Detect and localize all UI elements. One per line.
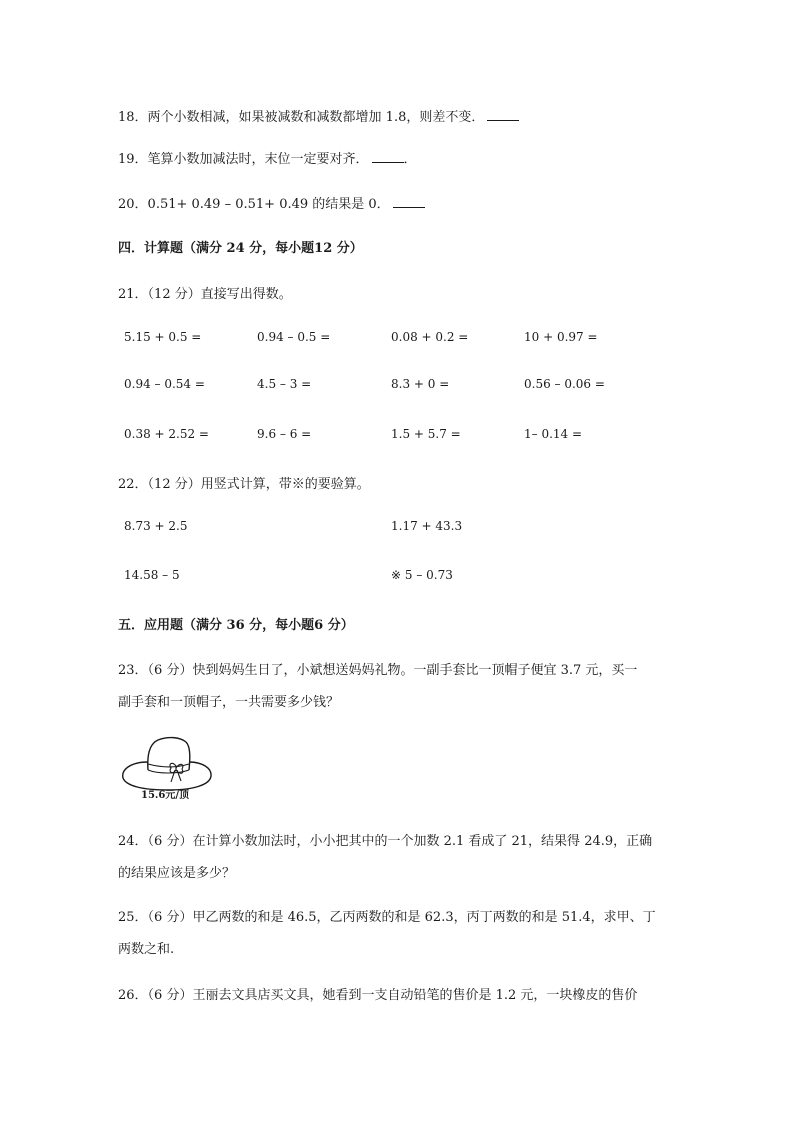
- calc-item: 4.5 – 3 =: [257, 377, 312, 391]
- answer-blank[interactable]: [393, 195, 425, 208]
- question-25-line1: 25．（6 分）甲乙两数的和是 46.5，乙丙两数的和是 62.3，丙丁两数的和是 51.4，求甲、丁: [118, 910, 656, 925]
- question-20: [118, 193, 425, 212]
- question-26-line1: 26．（6 分）王丽去文具店买文具，她看到一支自动铅笔的售价是 1.2 元，一块橡皮的售价: [118, 988, 638, 1003]
- question-22-text: 22．（12 分）用竖式计算，带※的要验算。: [118, 477, 370, 492]
- question-23-line1: 23．（6 分）快到妈妈生日了，小斌想送妈妈礼物。一副手套比一顶帽子便宜 3.7 元，买一: [118, 663, 638, 678]
- question-24-line1: 24．（6 分）在计算小数加法时，小小把其中的一个加数 2.1 看成了 21，结果得 24.9，正确: [118, 834, 653, 849]
- question-19-end: ．: [403, 152, 417, 167]
- calc-item: 0.56 – 0.06 =: [524, 377, 605, 391]
- vertical-calc-item: ※ 5 – 0.73: [391, 568, 453, 582]
- answer-blank[interactable]: [487, 108, 519, 121]
- calc-item: 0.08 + 0.2 =: [391, 330, 469, 344]
- question-23-line2: 副手套和一顶帽子，一共需要多少钱？: [118, 695, 340, 710]
- hat-price-label: 15.6元/顶: [141, 790, 190, 801]
- question-21-text: 21．（12 分）直接写出得数。: [118, 287, 292, 302]
- vertical-calc-item: 8.73 + 2.5: [124, 519, 188, 533]
- calc-item: 0.94 – 0.54 =: [124, 377, 205, 391]
- question-19: [118, 148, 417, 167]
- calc-item: 8.3 + 0 =: [391, 377, 450, 391]
- question-18-text: 18．两个小数相减，如果被减数和减数都增加 1.8，则差不变．: [118, 110, 485, 125]
- calc-item: 0.94 – 0.5 =: [257, 330, 331, 344]
- section-5-title: 五．应用题（满分 36 分，每小题6 分）: [118, 618, 354, 633]
- calc-item: 1.5 + 5.7 =: [391, 427, 461, 441]
- question-19-text: 19．笔算小数加减法时，末位一定要对齐．: [118, 152, 369, 167]
- section-4-title: 四．计算题（满分 24 分，每小题12 分）: [118, 241, 363, 256]
- question-20-text: 20．0.51+ 0.49 – 0.51+ 0.49 的结果是 0．: [118, 197, 390, 212]
- question-24-line2: 的结果应该是多少？: [118, 866, 236, 881]
- question-18: [118, 106, 519, 125]
- calc-item: 10 + 0.97 =: [524, 330, 598, 344]
- vertical-calc-item: 1.17 + 43.3: [391, 519, 463, 533]
- calc-item: 1– 0.14 =: [524, 427, 583, 441]
- vertical-calc-item: 14.58 – 5: [124, 568, 180, 582]
- calc-item: 5.15 + 0.5 =: [124, 330, 202, 344]
- question-25-line2: 两数之和.: [118, 942, 175, 957]
- answer-blank[interactable]: [372, 150, 404, 163]
- calc-item: 0.38 + 2.52 =: [124, 427, 209, 441]
- calc-item: 9.6 – 6 =: [257, 427, 312, 441]
